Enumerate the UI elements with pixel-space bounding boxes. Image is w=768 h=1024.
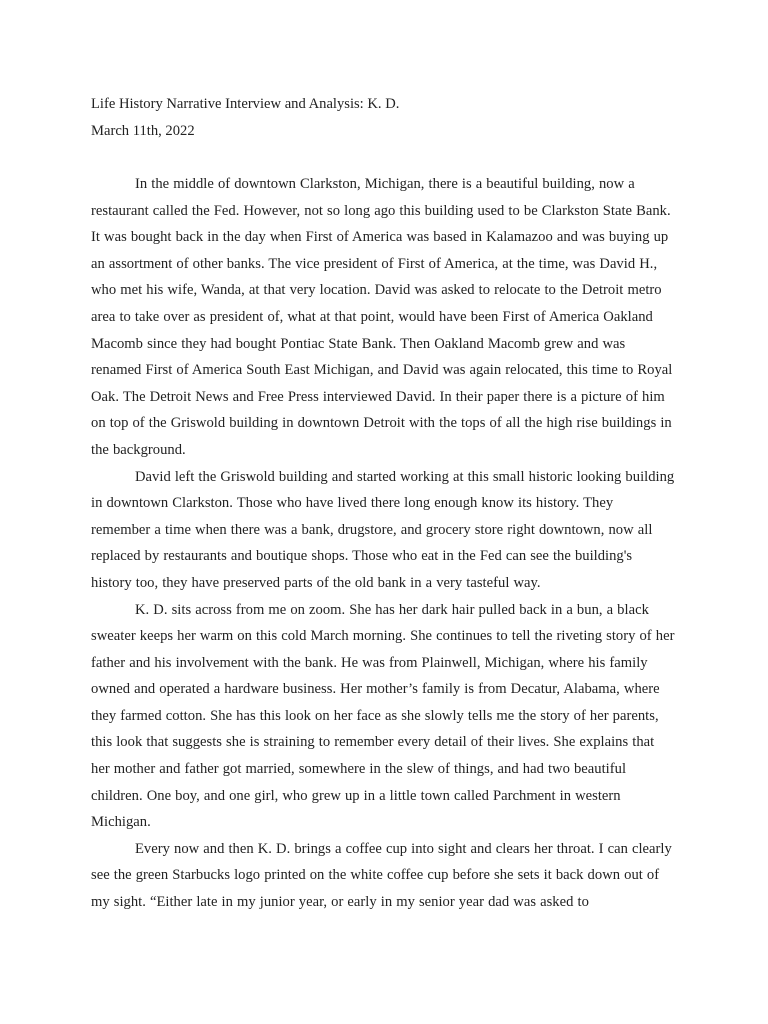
paragraph-3: K. D. sits across from me on zoom. She has her dark hair pulled back in a bun, a black sweater keeps her warm on this cold March morning. She continues to tell the riveting story of her father and his involvement with the bank. He was from Plainwell, Michigan, where his family owned and operated a hardware business. Her mother’s family is from Decatur, Alabama, where they farmed cotton. She has this look on her face as she slowly tells me the story of her parents, this look that suggests she is straining to remember every detail of their lives. She explains that her mother and father got married, somewhere in the slew of things, and had two beautiful children. One boy, and one girl, who grew up in a little town called Parchment in western Michigan. (91, 601, 675, 831)
paragraph-4: Every now and then K. D. brings a coffee cup into sight and clears her throat. I can clearly see the green Starbucks logo printed on the white coffee cup before she sets it back down out of my sight. “Either late in my junior year, or early in my senior year dad was asked to (91, 840, 672, 911)
paragraph-2: David left the Griswold building and started working at this small historic looking building in downtown Clarkston. Those who have lived there long enough know its history. They remember a time when there was a bank, drugstore, and grocery store right downtown, now all replaced by restaurants and boutique shops. Those who eat in the Fed can see the building's history too, they have preserved parts of the old bank in a very tasteful way. (91, 468, 675, 591)
document-title: Life History Narrative Interview and Analysis: K. D. (91, 96, 400, 112)
document-date: March 11th, 2022 (91, 122, 195, 139)
document-body (91, 171, 675, 916)
paragraph-1: In the middle of downtown Clarkston, Michigan, there is a beautiful building, now a restaurant called the Fed. However, not so long ago this building used to be Clarkston State Bank. It was bought back in the day when First of America was based in Kalamazoo and was buying up an assortment of other banks. The vice president of First of America, at the time, was David H., who met his wife, Wanda, at that very location. David was asked to relocate to the Detroit metro area to take over as president of, what at that point, would have been First of America Oakland Macomb since they had bought Pontiac State Bank. Then Oakland Macomb grew and was renamed First of America South East Michigan, and David was again relocated, this time to Royal Oak. The Detroit News and Free Press interviewed David. In their paper there is a picture of him on top of the Griswold building in downtown Detroit with the tops of all the high rise buildings in the background. (91, 176, 673, 458)
document-header (91, 91, 691, 144)
